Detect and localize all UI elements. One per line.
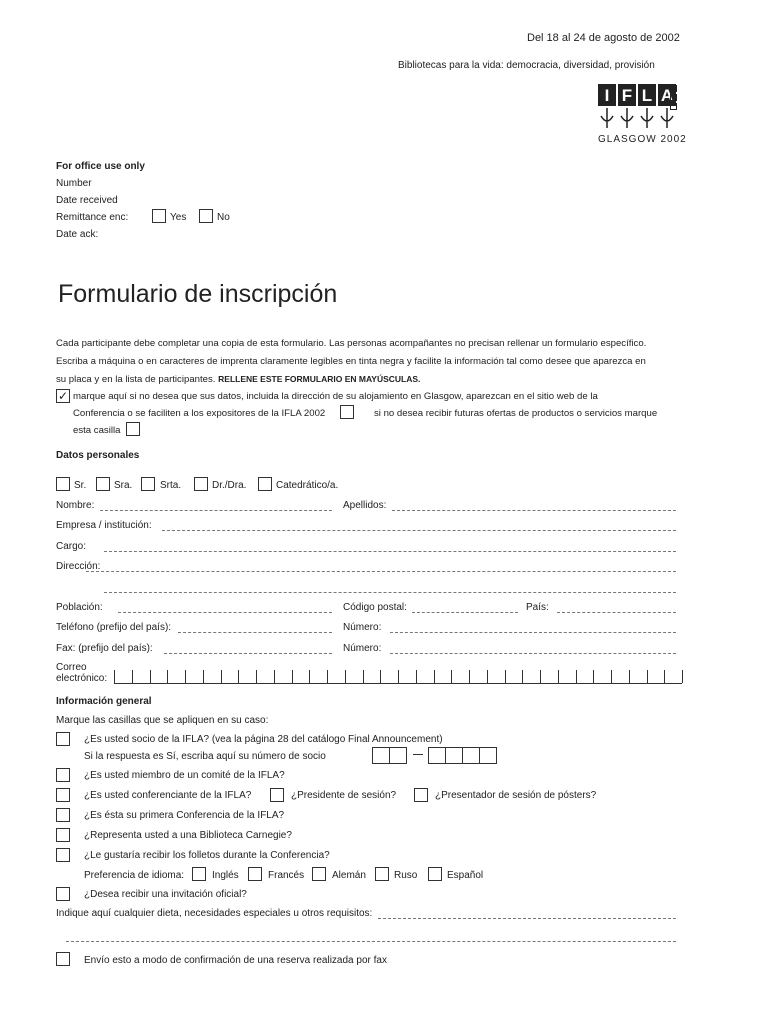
fax-numero-label: Número: [343, 643, 382, 654]
title-dr-checkbox[interactable] [194, 477, 208, 491]
email-comb-tick [576, 670, 577, 683]
q-brochures-checkbox[interactable] [56, 848, 70, 862]
office-date-ack-label: Date ack: [56, 229, 99, 240]
title-sra-checkbox[interactable] [96, 477, 110, 491]
member-number-label: Si la respuesta es Sí, escriba aquí su número de socio [84, 751, 326, 762]
title-srta-checkbox[interactable] [141, 477, 155, 491]
email-comb-tick [238, 670, 239, 683]
q-poster-label: ¿Presentador de sesión de pósters? [435, 790, 597, 801]
email-comb-tick [593, 670, 594, 683]
email-comb-tick [292, 670, 293, 683]
email-comb-tick [505, 670, 506, 683]
title-dr-label: Dr./Dra. [212, 480, 247, 491]
lang-ingles-checkbox[interactable] [192, 867, 206, 881]
pais-field[interactable] [557, 612, 676, 613]
telefono-numero-field[interactable] [390, 632, 676, 633]
q-carnegie-label: ¿Representa usted a una Biblioteca Carnegie? [84, 830, 292, 841]
remittance-no-checkbox[interactable] [199, 209, 213, 223]
email-comb-tick [522, 670, 523, 683]
email-comb-tick [469, 670, 470, 683]
q-invitation-checkbox[interactable] [56, 887, 70, 901]
email-comb-tick [132, 670, 133, 683]
q-first-conference-label: ¿Es ésta su primera Conferencia de la IFLA? [84, 810, 285, 821]
correo-label-line-2: electrónico: [56, 673, 108, 684]
diet-field-2[interactable] [66, 941, 676, 942]
office-date-received-label: Date received [56, 195, 118, 206]
email-comb-field[interactable] [114, 683, 682, 684]
lang-espanol-label: Español [447, 870, 484, 881]
office-use-title: For office use only [56, 161, 145, 172]
lang-frances-checkbox[interactable] [248, 867, 262, 881]
diet-field-1[interactable] [378, 918, 676, 919]
form-title: Formulario de inscripción [58, 280, 338, 308]
member-number-dash [413, 754, 423, 755]
privacy-checkbox[interactable]: ✓ [57, 389, 69, 403]
q-speaker-checkbox[interactable] [56, 788, 70, 802]
email-comb-tick [434, 670, 435, 683]
q-invitation-label: ¿Desea recibir una invitación oficial? [84, 889, 247, 900]
lang-aleman-label: Alemán [332, 870, 366, 881]
q-chair-checkbox[interactable] [270, 788, 284, 802]
remittance-yes-checkbox[interactable] [152, 209, 166, 223]
email-comb-tick [629, 670, 630, 683]
codigo-postal-label: Código postal: [343, 602, 407, 613]
member-number-digit-6[interactable] [479, 747, 497, 764]
intro-caps-instruction: RELLENE ESTE FORMULARIO EN MAYÚSCULAS. [218, 374, 421, 384]
q-chair-label: ¿Presidente de sesión? [291, 790, 397, 801]
email-comb-tick [167, 670, 168, 683]
cargo-field[interactable] [104, 551, 676, 552]
email-comb-tick [416, 670, 417, 683]
privacy-option-line-2: Conferencia o se faciliten a los expositores de la IFLA 2002 [73, 408, 326, 419]
fax-prefix-field[interactable] [164, 653, 332, 654]
correo-label [56, 662, 107, 684]
title-sr-checkbox[interactable] [56, 477, 70, 491]
email-comb-tick [309, 670, 310, 683]
title-catedratico-label: Catedrático/a. [276, 480, 339, 491]
title-srta-label: Srta. [160, 480, 182, 491]
email-comb-tick [327, 670, 328, 683]
email-comb-tick [380, 670, 381, 683]
language-preference-label: Preferencia de idioma: [84, 870, 185, 881]
intro-line-3-text: su placa y en la lista de participantes. [56, 374, 216, 385]
correo-label-line-1: Correo [56, 662, 87, 673]
title-sra-label: Sra. [114, 480, 133, 491]
email-comb-tick [185, 670, 186, 683]
intro-line-3 [56, 374, 420, 385]
email-comb-tick [611, 670, 612, 683]
poblacion-label: Población: [56, 602, 103, 613]
email-comb-tick [203, 670, 204, 683]
empresa-field[interactable] [162, 530, 676, 531]
email-comb-tick [363, 670, 364, 683]
fax-confirmation-checkbox[interactable] [56, 952, 70, 966]
email-comb-tick [345, 670, 346, 683]
member-number-digit-3[interactable] [428, 747, 446, 764]
fax-label: Fax: (prefijo del país): [56, 643, 153, 654]
cargo-label: Cargo: [56, 541, 87, 552]
email-comb-tick [398, 670, 399, 683]
apellidos-field[interactable] [392, 510, 676, 511]
q-committee-label: ¿Es usted miembro de un comité de la IFLA? [84, 770, 285, 781]
email-comb-tick [487, 670, 488, 683]
remittance-no-label: No [217, 212, 230, 223]
email-comb-tick [221, 670, 222, 683]
email-comb-tick [682, 670, 683, 683]
lang-espanol-checkbox[interactable] [428, 867, 442, 881]
remittance-yes-label: Yes [170, 212, 187, 223]
q-ifla-member-checkbox[interactable] [56, 732, 70, 746]
lang-ruso-label: Ruso [394, 870, 418, 881]
logo-letter-l: L [638, 84, 656, 106]
telefono-label: Teléfono (prefijo del país): [56, 622, 172, 633]
member-number-digit-2[interactable] [389, 747, 407, 764]
direccion-field-2[interactable] [104, 592, 676, 593]
office-number-label: Number [56, 178, 92, 189]
q-brochures-label: ¿Le gustaría recibir los folletos durante la Conferencia? [84, 850, 330, 861]
q-poster-checkbox[interactable] [414, 788, 428, 802]
nombre-label: Nombre: [56, 500, 95, 511]
lang-frances-label: Francés [268, 870, 305, 881]
conference-dates: Del 18 al 24 de agosto de 2002 [527, 32, 680, 44]
logo-letter-f: F [618, 84, 636, 106]
office-remittance-label: Remittance enc: [56, 212, 129, 223]
logo-squares [670, 85, 677, 113]
member-number-digit-1[interactable] [372, 747, 390, 764]
lang-aleman-checkbox[interactable] [312, 867, 326, 881]
title-catedratico-checkbox[interactable] [258, 477, 272, 491]
diet-label: Indique aquí cualquier dieta, necesidades especiales u otros requisitos: [56, 908, 373, 919]
privacy-option-line-1: marque aquí si no desea que sus datos, incluida la dirección de su alojamiento en Glasgow, aparezcan en el sitio web de la [73, 391, 598, 402]
intro-line-2: Escriba a máquina o en caracteres de imprenta claramente legibles en tinta negra y facilite la información tal como desee que aparezca en [56, 356, 646, 367]
lang-ingles-label: Inglés [212, 870, 239, 881]
empresa-label: Empresa / institución: [56, 520, 152, 531]
codigo-postal-field[interactable] [412, 612, 518, 613]
fax-confirmation-label: Envío esto a modo de confirmación de una reserva realizada por fax [84, 955, 387, 966]
telefono-numero-label: Número: [343, 622, 382, 633]
logo-caption: GLASGOW 2002 [598, 134, 687, 145]
poblacion-field[interactable] [118, 612, 332, 613]
pais-label: País: [526, 602, 549, 613]
email-comb-tick [558, 670, 559, 683]
email-comb-tick [256, 670, 257, 683]
lang-ruso-checkbox[interactable] [375, 867, 389, 881]
email-comb-tick [664, 670, 665, 683]
q-first-conference-checkbox[interactable] [56, 808, 70, 822]
logo-letter-a: A [658, 84, 676, 106]
title-sr-label: Sr. [74, 480, 87, 491]
general-instruction: Marque las casillas que se apliquen en su caso: [56, 715, 269, 726]
fax-numero-field[interactable] [390, 653, 676, 654]
q-speaker-label: ¿Es usted conferenciante de la IFLA? [84, 790, 252, 801]
conference-theme: Bibliotecas para la vida: democracia, diversidad, provisión [398, 60, 655, 71]
direccion-field-1[interactable] [86, 571, 676, 572]
telefono-prefix-field[interactable] [178, 632, 332, 633]
direccion-label: Dirección: [56, 561, 101, 572]
member-number-digit-5[interactable] [462, 747, 480, 764]
email-comb-tick [451, 670, 452, 683]
nombre-field[interactable] [100, 510, 332, 511]
personal-data-title: Datos personales [56, 450, 140, 461]
logo-letter-i: I [598, 84, 616, 106]
offers-checkbox[interactable] [126, 422, 140, 436]
apellidos-label: Apellidos: [343, 500, 387, 511]
q-carnegie-checkbox[interactable] [56, 828, 70, 842]
q-ifla-member-label: ¿Es usted socio de la IFLA? (vea la página 28 del catálogo Final Announcement) [84, 734, 443, 745]
offers-checkbox-inline[interactable] [340, 405, 354, 419]
intro-line-1: Cada participante debe completar una copia de esta formulario. Las personas acompañantes no precisan rellenar un formulario específico. [56, 338, 647, 349]
email-comb-tick [274, 670, 275, 683]
q-committee-checkbox[interactable] [56, 768, 70, 782]
email-comb-tick [150, 670, 151, 683]
general-info-title: Información general [56, 696, 152, 707]
email-comb-tick [114, 670, 115, 683]
offers-option-line-3: esta casilla [73, 425, 121, 436]
offers-option-text: si no desea recibir futuras ofertas de productos o servicios marque [374, 408, 658, 419]
email-comb-tick [540, 670, 541, 683]
member-number-digit-4[interactable] [445, 747, 463, 764]
email-comb-tick [647, 670, 648, 683]
